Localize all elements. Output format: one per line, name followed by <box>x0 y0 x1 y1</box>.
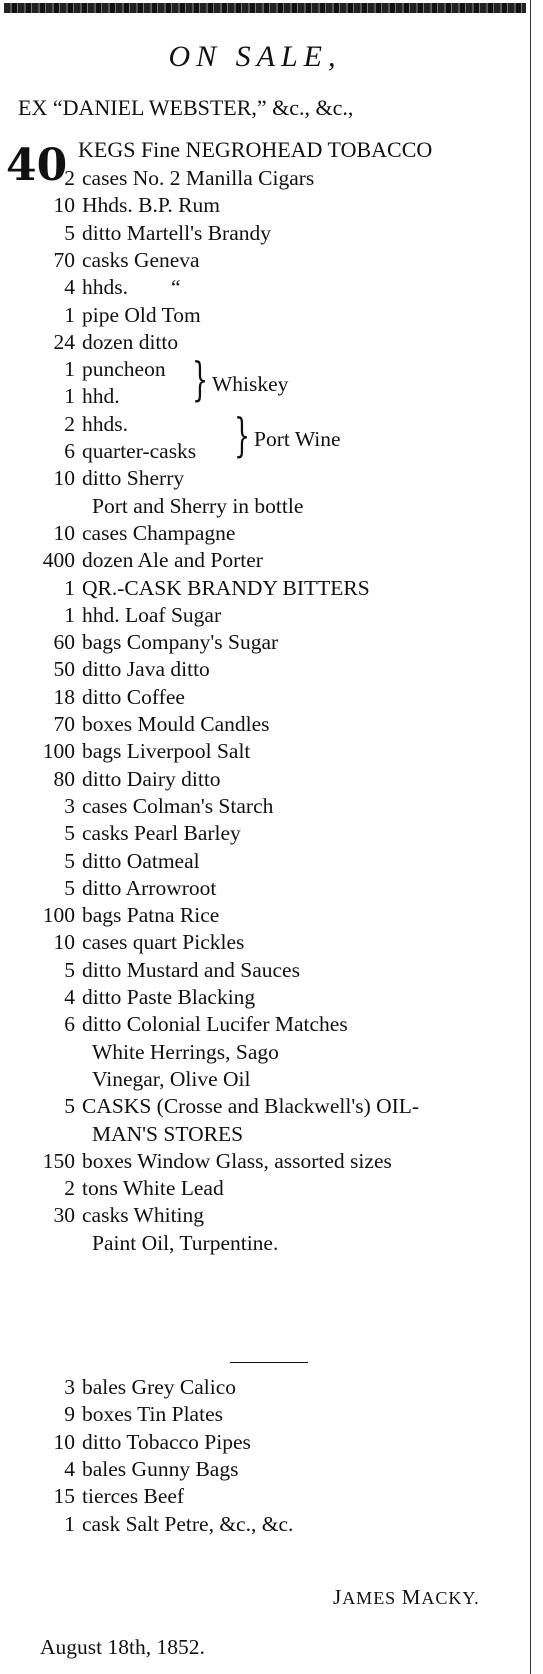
item-quantity: 1 <box>64 384 75 409</box>
list-item <box>0 1455 238 1483</box>
list-item <box>0 1065 250 1093</box>
item-quantity: 100 <box>42 903 75 928</box>
list-item <box>0 1428 251 1456</box>
item-description: hhds. <box>82 411 128 436</box>
item-quantity: 2 <box>64 411 75 436</box>
item-description: cases Champagne <box>82 520 236 545</box>
list-item <box>0 1229 278 1257</box>
list-item <box>0 1373 236 1401</box>
list-item <box>0 1510 293 1538</box>
item-description: tierces Beef <box>82 1484 185 1509</box>
item-description: boxes Mould Candles <box>82 712 270 736</box>
lead-number: 40 <box>6 140 68 191</box>
whiskey-brace: } <box>192 352 209 406</box>
item-quantity: 4 <box>64 1456 75 1481</box>
item-description: ditto Arrowroot <box>82 875 217 900</box>
item-description: ditto Tobacco Pipes <box>82 1429 251 1454</box>
item-description: ditto Coffee <box>82 684 185 709</box>
item-quantity: 10 <box>53 930 75 955</box>
lead-line: KEGS Fine NEGROHEAD TOBACCO <box>78 137 433 162</box>
item-description: bags Liverpool Salt <box>82 739 251 764</box>
list-item <box>0 355 166 383</box>
list-item <box>0 301 201 329</box>
list-item <box>0 601 221 629</box>
item-quantity: 30 <box>53 1203 75 1228</box>
item-quantity: 3 <box>64 793 75 818</box>
list-item <box>0 765 221 793</box>
list-item <box>0 1038 279 1066</box>
list-item <box>0 983 255 1011</box>
list-item <box>0 1482 184 1510</box>
item-quantity: 10 <box>53 1429 75 1454</box>
item-quantity: 5 <box>64 875 75 900</box>
item-quantity: 9 <box>64 1402 75 1427</box>
list-item <box>0 819 241 847</box>
item-description: boxes Window Glass, assorted sizes <box>82 1148 392 1173</box>
list-item <box>0 246 200 274</box>
item-description: Hhds. B.P. Rum <box>82 193 220 218</box>
item-description: puncheon <box>82 357 166 382</box>
item-description: ditto Colonial Lucifer Matches <box>82 1012 348 1037</box>
item-description: White Herrings, Sago <box>92 1039 279 1064</box>
item-description: quarter-casks <box>82 439 197 463</box>
list-item <box>0 273 181 301</box>
item-quantity: 100 <box>42 739 75 764</box>
item-quantity: 150 <box>42 1148 75 1173</box>
item-description: casks Pearl Barley <box>82 821 241 846</box>
signature: JAMES MACKY. <box>333 1585 480 1609</box>
column-rule <box>530 0 531 1674</box>
item-quantity: 5 <box>64 848 75 873</box>
item-description: ditto Java ditto <box>82 657 210 682</box>
list-item <box>0 928 244 956</box>
list-item <box>0 191 220 219</box>
item-quantity: 2 <box>64 1176 75 1201</box>
item-description: ditto Martell's Brandy <box>82 220 271 245</box>
item-quantity: 18 <box>53 684 75 709</box>
item-description: bales Grey Calico <box>82 1375 237 1399</box>
list-item <box>0 519 235 547</box>
list-item <box>0 219 271 247</box>
item-description: cases quart Pickles <box>82 930 245 955</box>
list-item <box>0 1010 348 1038</box>
subtitle: EX “DANIEL WEBSTER,” &c., &c., <box>18 95 354 120</box>
date-line: August 18th, 1852. <box>40 1635 205 1659</box>
item-description: MAN'S STORES <box>92 1121 244 1146</box>
list-item <box>0 1092 419 1120</box>
list-item <box>0 1120 243 1148</box>
list-item <box>0 683 185 711</box>
list-item <box>0 1174 224 1202</box>
item-description: Port and Sherry in bottle <box>92 493 304 518</box>
item-quantity: 400 <box>42 548 75 573</box>
item-description: cases No. 2 Manilla Cigars <box>82 166 315 190</box>
item-quantity: 1 <box>64 575 75 600</box>
list-item <box>0 655 210 683</box>
item-quantity: 50 <box>53 657 75 682</box>
list-item <box>0 546 263 574</box>
item-description: cask Salt Petre, &c., &c. <box>82 1511 294 1536</box>
item-quantity: 1 <box>64 357 75 382</box>
item-quantity: 10 <box>53 466 75 491</box>
list-item <box>0 574 370 602</box>
list-item <box>0 874 216 902</box>
item-quantity: 6 <box>64 1012 75 1037</box>
item-quantity: 5 <box>64 957 75 982</box>
item-description: QR.-CASK BRANDY BITTERS <box>82 575 370 600</box>
item-quantity: 70 <box>53 712 75 736</box>
item-description: cases Colman's Starch <box>82 793 274 818</box>
item-quantity: 10 <box>53 193 75 218</box>
item-quantity: 5 <box>64 1094 75 1119</box>
item-description: dozen Ale and Porter <box>82 548 263 573</box>
list-item <box>0 1400 223 1428</box>
item-quantity: 1 <box>64 1511 75 1536</box>
item-description: casks Whiting <box>82 1203 205 1228</box>
item-description: Paint Oil, Turpentine. <box>92 1230 279 1255</box>
list-item <box>0 410 128 438</box>
item-description: casks Geneva <box>82 247 200 272</box>
item-description: bales Gunny Bags <box>82 1456 239 1481</box>
item-description: pipe Old Tom <box>82 302 201 327</box>
list-item <box>0 901 219 929</box>
masthead-rule <box>4 3 526 13</box>
whiskey-label: Whiskey <box>212 372 289 396</box>
item-quantity: 2 <box>64 166 75 190</box>
item-quantity: 60 <box>53 630 75 655</box>
list-item <box>0 956 300 984</box>
item-description: bags Patna Rice <box>82 903 220 928</box>
item-description: boxes Tin Plates <box>82 1402 223 1427</box>
item-description: hhds. “ <box>82 275 181 300</box>
item-quantity: 80 <box>53 766 75 791</box>
list-item <box>0 737 250 765</box>
list-item <box>0 1201 204 1229</box>
item-quantity: 4 <box>64 275 75 300</box>
page-title: ON SALE, <box>168 40 342 73</box>
item-description: ditto Mustard and Sauces <box>82 957 300 982</box>
item-description: hhd. Loaf Sugar <box>82 602 222 627</box>
item-description: tons White Lead <box>82 1176 224 1201</box>
item-description: dozen ditto <box>82 329 179 354</box>
item-description: hhd. <box>82 384 120 409</box>
port-wine-brace: } <box>234 408 251 462</box>
item-quantity: 3 <box>64 1375 75 1399</box>
list-item <box>0 847 200 875</box>
list-item <box>0 328 178 356</box>
item-quantity: 10 <box>53 520 75 545</box>
item-description: Vinegar, Olive Oil <box>92 1066 251 1091</box>
list-item <box>0 164 314 192</box>
list-item <box>0 710 270 738</box>
item-quantity: 24 <box>53 329 75 354</box>
port-wine-label: Port Wine <box>254 427 341 451</box>
item-quantity: 70 <box>53 247 75 272</box>
list-item <box>0 382 120 410</box>
item-quantity: 5 <box>64 821 75 846</box>
item-quantity: 1 <box>64 302 75 327</box>
item-quantity: 6 <box>64 439 75 463</box>
list-item <box>0 464 184 492</box>
item-quantity: 5 <box>64 220 75 245</box>
item-quantity: 15 <box>53 1484 75 1509</box>
list-item <box>0 1147 392 1175</box>
list-item <box>0 628 278 656</box>
item-description: ditto Dairy ditto <box>82 766 221 791</box>
list-item <box>0 492 303 520</box>
list-item <box>0 792 273 820</box>
item-quantity: 4 <box>64 985 75 1009</box>
item-description: bags Company's Sugar <box>82 630 279 655</box>
item-description: ditto Sherry <box>82 466 185 491</box>
section-separator <box>230 1362 308 1363</box>
item-description: ditto Paste Blacking <box>82 985 256 1009</box>
item-description: ditto Oatmeal <box>82 848 200 873</box>
list-item <box>0 437 196 465</box>
item-description: CASKS (Crosse and Blackwell's) OIL- <box>82 1094 420 1119</box>
item-quantity: 1 <box>64 602 75 627</box>
